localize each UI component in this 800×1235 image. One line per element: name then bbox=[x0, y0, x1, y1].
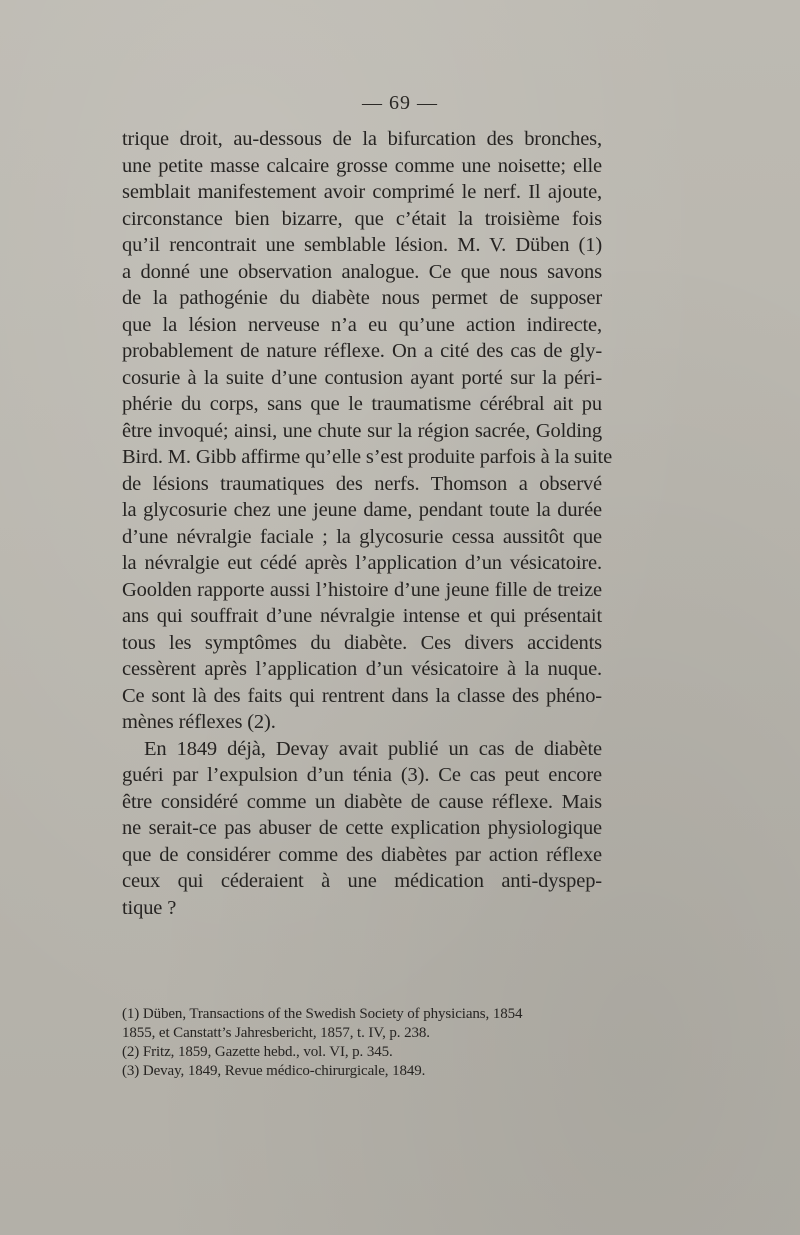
text-line: être considéré comme un diabète de cause réflexe. Mais bbox=[122, 790, 602, 813]
text-line: de lésions traumatiques des nerfs. Thomson a observé bbox=[122, 472, 602, 495]
text-line: cessèrent après l’application d’un vésicatoire à la nuque. bbox=[122, 658, 602, 680]
text-line: phérie du corps, sans que le traumatisme cérébral ait pu bbox=[122, 393, 602, 415]
text-line: tous les symptômes du diabète. Ces divers accidents bbox=[122, 631, 602, 654]
footnote-line: (2) Fritz, 1859, Gazette hebd., vol. VI, p. 345. bbox=[122, 1044, 393, 1060]
text-line: cosurie à la suite d’une contusion ayant porté sur la péri- bbox=[122, 366, 602, 389]
text-line: que de considérer comme des diabètes par action réflexe bbox=[122, 843, 602, 866]
text-line: Ce sont là des faits qui rentrent dans la classe des phéno- bbox=[122, 684, 602, 707]
body-text bbox=[122, 126, 613, 921]
text-line: être invoqué; ainsi, une chute sur la région sacrée, Golding bbox=[122, 419, 602, 442]
text-line: tique ? bbox=[122, 896, 177, 919]
text-line: En 1849 déjà, Devay avait publié un cas de diabète bbox=[144, 737, 602, 760]
text-line: ne serait-ce pas abuser de cette explication physiologique bbox=[122, 817, 602, 839]
text-line: trique droit, au-dessous de la bifurcation des bronches, bbox=[122, 128, 602, 150]
text-line: la névralgie eut cédé après l’application d’un vésicatoire. bbox=[122, 552, 602, 574]
text-line: Goolden rapporte aussi l’histoire d’une jeune fille de treize bbox=[122, 578, 602, 601]
text-line: Bird. M. Gibb affirme qu’elle s’est produite parfois à la suite bbox=[122, 446, 613, 468]
text-line: semblait manifestement avoir comprimé le nerf. Il ajoute, bbox=[122, 181, 602, 203]
text-line: de la pathogénie du diabète nous permet de supposer bbox=[122, 287, 602, 309]
footnote-line: (1) Düben, Transactions of the Swedish Society of physicians, 1854 bbox=[122, 1006, 523, 1022]
footnotes bbox=[122, 1005, 602, 1081]
page-number: — 69 — bbox=[362, 92, 438, 114]
footnote-line: (3) Devay, 1849, Revue médico-chirurgicale, 1849. bbox=[122, 1063, 426, 1079]
text-line: qu’il rencontrait une semblable lésion. M. V. Düben (1) bbox=[122, 234, 602, 256]
text-line: la glycosurie chez une jeune dame, pendant toute la durée bbox=[122, 499, 602, 521]
footnote-line: 1855, et Canstatt’s Jahresbericht, 1857, t. IV, p. 238. bbox=[122, 1025, 430, 1041]
text-line: a donné une observation analogue. Ce que nous savons bbox=[122, 260, 602, 283]
text-line: ans qui souffrait d’une névralgie intense et qui présentait bbox=[122, 605, 602, 627]
text-line: circonstance bien bizarre, que c’était la troisième fois bbox=[122, 207, 602, 230]
text-line: guéri par l’expulsion d’un ténia (3). Ce cas peut encore bbox=[122, 764, 602, 786]
text-line: que la lésion nerveuse n’a eu qu’une action indirecte, bbox=[122, 313, 602, 336]
text-line: ceux qui céderaient à une médication anti-dyspep- bbox=[122, 870, 602, 892]
text-line: d’une névralgie faciale ; la glycosurie cessa aussitôt que bbox=[122, 525, 602, 548]
text-line: probablement de nature réflexe. On a cité des cas de gly- bbox=[122, 340, 602, 362]
text-line: mènes réflexes (2). bbox=[122, 711, 276, 733]
text-line: une petite masse calcaire grosse comme une noisette; elle bbox=[122, 154, 602, 177]
